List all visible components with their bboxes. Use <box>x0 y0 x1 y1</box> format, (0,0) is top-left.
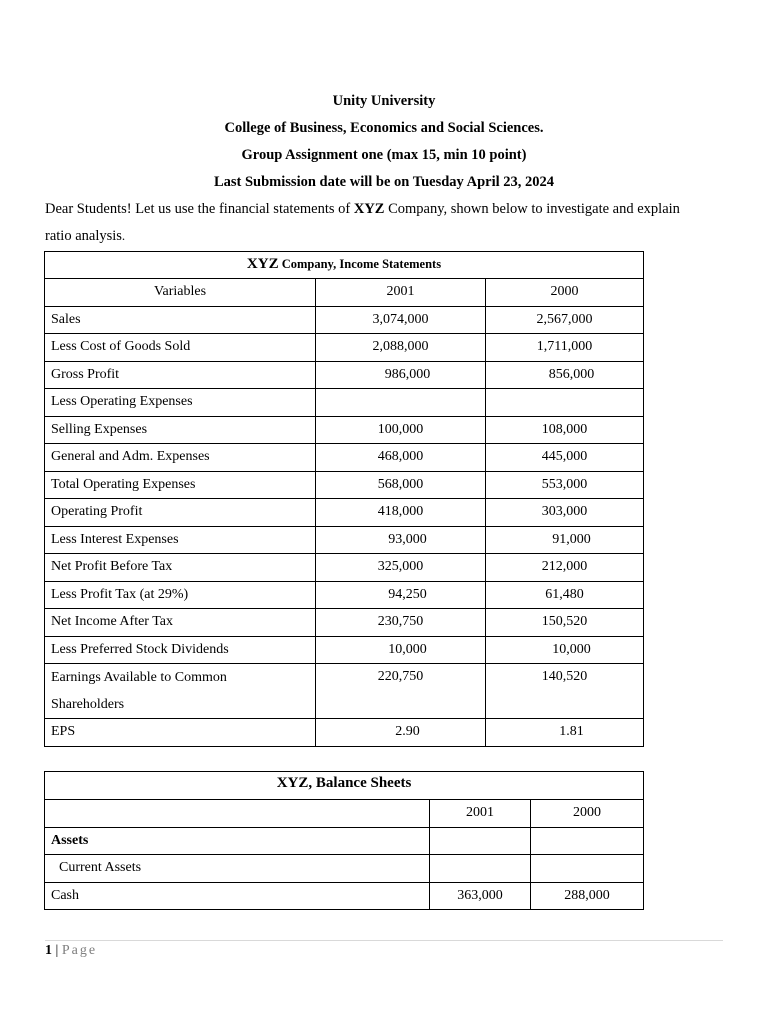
income-title-rest: Company, Income Statements <box>278 257 442 271</box>
row-label: Less Operating Expenses <box>45 389 316 417</box>
value-2000: 1.81 <box>486 719 644 747</box>
intro-text-part2: Company, shown below to investigate and explain <box>384 201 680 217</box>
table-row <box>45 827 644 855</box>
row-label-multiline <box>45 664 316 719</box>
page-footer <box>45 942 97 960</box>
value-2000 <box>531 855 644 883</box>
intro-company: XYZ <box>353 201 385 217</box>
col-header-variables: Variables <box>45 279 316 307</box>
row-label: General and Adm. Expenses <box>45 444 316 472</box>
value-2000: 10,000 <box>486 636 644 664</box>
value-2001: 3,074,000 <box>316 306 486 334</box>
row-label: Less Interest Expenses <box>45 526 316 554</box>
row-label: Operating Profit <box>45 499 316 527</box>
col-header-blank <box>45 800 430 828</box>
income-title-company: XYZ <box>246 256 279 272</box>
intro-line-2 <box>45 227 725 245</box>
value-2000 <box>486 389 644 417</box>
value-2001: 2.90 <box>316 719 486 747</box>
income-statement-table <box>44 251 644 747</box>
row-label: Net Profit Before Tax <box>45 554 316 582</box>
value-2000: 108,000 <box>486 416 644 444</box>
value-2000: 150,520 <box>486 609 644 637</box>
table-row <box>45 334 644 362</box>
table-row <box>45 389 644 417</box>
value-2001: 93,000 <box>316 526 486 554</box>
table-row <box>45 499 644 527</box>
value-2000: 445,000 <box>486 444 644 472</box>
row-label: Gross Profit <box>45 361 316 389</box>
university-name: Unity University <box>332 93 436 109</box>
row-label: EPS <box>45 719 316 747</box>
row-label: Less Cost of Goods Sold <box>45 334 316 362</box>
intro-text-part1: Dear Students! Let us use the financial statements of <box>45 201 354 217</box>
value-2001: 325,000 <box>316 554 486 582</box>
row-label: Net Income After Tax <box>45 609 316 637</box>
value-2001: 468,000 <box>316 444 486 472</box>
table-row <box>45 361 644 389</box>
value-2001: 100,000 <box>316 416 486 444</box>
row-label: Total Operating Expenses <box>45 471 316 499</box>
value-2000: 212,000 <box>486 554 644 582</box>
row-label: Less Profit Tax (at 29%) <box>45 581 316 609</box>
col-header-2000: 2000 <box>486 279 644 307</box>
table-row <box>45 664 644 719</box>
intro-line-1 <box>45 200 725 218</box>
row-label: Current Assets <box>45 855 430 883</box>
intro-text-line2-end: . <box>121 228 126 243</box>
value-2001: 568,000 <box>316 471 486 499</box>
table-row <box>45 444 644 472</box>
row-label: Sales <box>45 306 316 334</box>
balance-sheet-table <box>44 771 644 910</box>
table-row <box>45 855 644 883</box>
row-label-line-a: Earnings Available to Common <box>51 670 227 685</box>
value-2001: 363,000 <box>430 882 531 910</box>
value-2001 <box>430 855 531 883</box>
col-header-2001: 2001 <box>430 800 531 828</box>
table-row <box>45 636 644 664</box>
assignment-title: Group Assignment one (max 15, min 10 point) <box>241 147 527 163</box>
table-row <box>45 306 644 334</box>
table-row <box>45 526 644 554</box>
value-2000: 91,000 <box>486 526 644 554</box>
income-table-header-row <box>45 279 644 307</box>
page-word: Page <box>61 943 98 958</box>
table-row <box>45 609 644 637</box>
value-2000: 303,000 <box>486 499 644 527</box>
col-header-2000: 2000 <box>531 800 644 828</box>
col-header-2001: 2001 <box>316 279 486 307</box>
college-name: College of Business, Economics and Social Sciences. <box>224 120 544 136</box>
value-2001: 2,088,000 <box>316 334 486 362</box>
balance-title-company: XYZ <box>276 775 309 791</box>
row-label: Less Preferred Stock Dividends <box>45 636 316 664</box>
balance-table-header-row <box>45 800 644 828</box>
table-row <box>45 554 644 582</box>
value-2001: 220,750 <box>316 664 486 719</box>
table-row <box>45 416 644 444</box>
page-number: 1 <box>45 943 52 958</box>
value-2000: 553,000 <box>486 471 644 499</box>
intro-text-line2: ratio analysis <box>45 228 122 244</box>
row-label: Assets <box>45 827 430 855</box>
value-2000: 1,711,000 <box>486 334 644 362</box>
income-table-title-row <box>45 252 644 279</box>
row-label: Cash <box>45 882 430 910</box>
submission-date: Last Submission date will be on Tuesday April 23, 2024 <box>213 174 555 190</box>
row-label: Selling Expenses <box>45 416 316 444</box>
table-row <box>45 882 644 910</box>
value-2001: 230,750 <box>316 609 486 637</box>
value-2001: 986,000 <box>316 361 486 389</box>
value-2001 <box>316 389 486 417</box>
value-2001 <box>430 827 531 855</box>
footer-divider <box>45 940 723 941</box>
balance-title-rest: , Balance Sheets <box>308 775 412 791</box>
value-2000: 61,480 <box>486 581 644 609</box>
value-2000: 140,520 <box>486 664 644 719</box>
value-2000: 288,000 <box>531 882 644 910</box>
value-2001: 10,000 <box>316 636 486 664</box>
page-separator: | <box>52 943 62 958</box>
table-row <box>45 471 644 499</box>
value-2000 <box>531 827 644 855</box>
value-2001: 418,000 <box>316 499 486 527</box>
balance-table-title <box>45 772 644 800</box>
table-row <box>45 581 644 609</box>
value-2000: 856,000 <box>486 361 644 389</box>
row-label-line-b: Shareholders <box>51 697 125 712</box>
value-2000: 2,567,000 <box>486 306 644 334</box>
balance-table-title-row <box>45 772 644 800</box>
table-row <box>45 719 644 747</box>
income-table-title <box>45 252 644 279</box>
value-2001: 94,250 <box>316 581 486 609</box>
